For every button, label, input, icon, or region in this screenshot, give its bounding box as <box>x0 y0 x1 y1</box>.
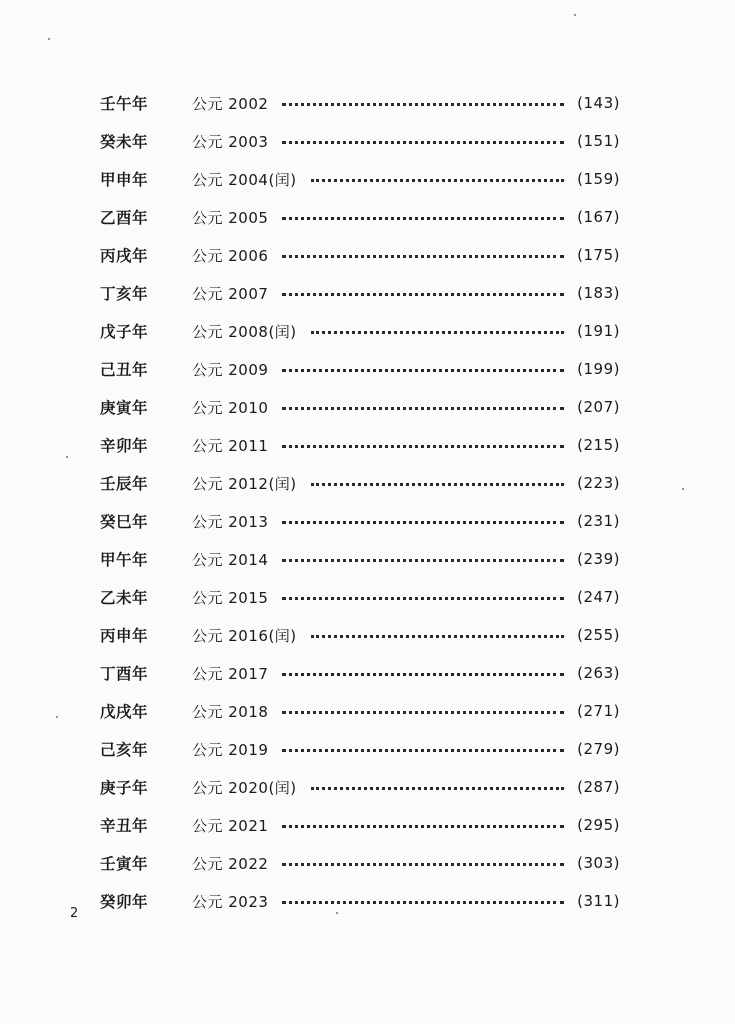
year-label: 公元 2022 <box>192 854 269 873</box>
year-label: 公元 2018 <box>192 702 269 721</box>
toc-entry[interactable] <box>100 426 620 464</box>
year-label: 公元 2002 <box>192 94 269 113</box>
year-label: 公元 2013 <box>192 512 269 531</box>
ganzhi-label: 辛卯年 <box>100 436 149 455</box>
toc-entry[interactable] <box>100 312 620 350</box>
page-ref: (303) <box>577 854 620 872</box>
scan-speck <box>336 912 338 914</box>
page-ref: (207) <box>577 398 620 416</box>
year-label: 公元 2006 <box>192 246 269 265</box>
page-ref: (255) <box>577 626 620 644</box>
page-ref: (183) <box>577 284 620 302</box>
toc-entry[interactable] <box>100 502 620 540</box>
ganzhi-label: 癸卯年 <box>100 892 149 911</box>
dot-leader <box>282 897 564 904</box>
dot-leader <box>311 479 564 486</box>
dot-leader <box>311 631 564 638</box>
ganzhi-label: 甲申年 <box>100 170 149 189</box>
toc-entry[interactable] <box>100 730 620 768</box>
page-ref: (191) <box>577 322 620 340</box>
scan-speck <box>66 456 68 458</box>
page-ref: (175) <box>577 246 620 264</box>
dot-leader <box>282 213 564 220</box>
page-ref: (167) <box>577 208 620 226</box>
page-ref: (223) <box>577 474 620 492</box>
page-ref: (263) <box>577 664 620 682</box>
page-ref: (295) <box>577 816 620 834</box>
toc-entry[interactable] <box>100 882 620 920</box>
dot-leader <box>282 821 564 828</box>
toc-entry[interactable] <box>100 616 620 654</box>
toc-entry[interactable] <box>100 844 620 882</box>
year-label: 公元 2015 <box>192 588 269 607</box>
year-label: 公元 2004(闰) <box>192 170 297 189</box>
dot-leader <box>282 365 564 372</box>
year-label: 公元 2008(闰) <box>192 322 297 341</box>
page-number: 2 <box>70 906 79 921</box>
page-ref: (231) <box>577 512 620 530</box>
ganzhi-label: 己亥年 <box>100 740 149 759</box>
toc-entry[interactable] <box>100 160 620 198</box>
dot-leader <box>282 99 564 106</box>
year-label: 公元 2016(闰) <box>192 626 297 645</box>
scan-speck <box>574 14 576 16</box>
ganzhi-label: 壬午年 <box>100 94 149 113</box>
ganzhi-label: 丙戌年 <box>100 246 149 265</box>
toc-entry[interactable] <box>100 198 620 236</box>
year-label: 公元 2010 <box>192 398 269 417</box>
year-label: 公元 2023 <box>192 892 269 911</box>
toc-entry[interactable] <box>100 464 620 502</box>
ganzhi-label: 己丑年 <box>100 360 149 379</box>
scan-speck <box>682 488 684 490</box>
toc-entry[interactable] <box>100 540 620 578</box>
ganzhi-label: 戊子年 <box>100 322 149 341</box>
table-of-contents <box>100 84 620 920</box>
year-label: 公元 2017 <box>192 664 269 683</box>
dot-leader <box>311 327 564 334</box>
ganzhi-label: 乙酉年 <box>100 208 149 227</box>
year-label: 公元 2020(闰) <box>192 778 297 797</box>
toc-entry[interactable] <box>100 236 620 274</box>
toc-entry[interactable] <box>100 692 620 730</box>
scan-speck <box>48 38 50 40</box>
dot-leader <box>282 669 564 676</box>
ganzhi-label: 乙未年 <box>100 588 149 607</box>
toc-entry[interactable] <box>100 578 620 616</box>
ganzhi-label: 丙申年 <box>100 626 149 645</box>
year-label: 公元 2011 <box>192 436 269 455</box>
ganzhi-label: 癸巳年 <box>100 512 149 531</box>
page-ref: (247) <box>577 588 620 606</box>
ganzhi-label: 壬寅年 <box>100 854 149 873</box>
toc-entry[interactable] <box>100 84 620 122</box>
year-label: 公元 2009 <box>192 360 269 379</box>
dot-leader <box>311 783 564 790</box>
dot-leader <box>282 859 564 866</box>
dot-leader <box>311 175 564 182</box>
year-label: 公元 2021 <box>192 816 269 835</box>
toc-entry[interactable] <box>100 350 620 388</box>
page-ref: (159) <box>577 170 620 188</box>
year-label: 公元 2003 <box>192 132 269 151</box>
year-label: 公元 2014 <box>192 550 269 569</box>
year-label: 公元 2012(闰) <box>192 474 297 493</box>
toc-entry[interactable] <box>100 768 620 806</box>
toc-entry[interactable] <box>100 388 620 426</box>
scan-speck <box>56 716 58 718</box>
toc-entry[interactable] <box>100 274 620 312</box>
ganzhi-label: 壬辰年 <box>100 474 149 493</box>
dot-leader <box>282 289 564 296</box>
page-ref: (287) <box>577 778 620 796</box>
ganzhi-label: 庚子年 <box>100 778 149 797</box>
toc-entry[interactable] <box>100 122 620 160</box>
ganzhi-label: 甲午年 <box>100 550 149 569</box>
dot-leader <box>282 403 564 410</box>
toc-entry[interactable] <box>100 806 620 844</box>
page-ref: (239) <box>577 550 620 568</box>
page-ref: (311) <box>577 892 620 910</box>
year-label: 公元 2005 <box>192 208 269 227</box>
page-ref: (143) <box>577 94 620 112</box>
dot-leader <box>282 745 564 752</box>
page-ref: (215) <box>577 436 620 454</box>
dot-leader <box>282 555 564 562</box>
dot-leader <box>282 251 564 258</box>
ganzhi-label: 庚寅年 <box>100 398 149 417</box>
dot-leader <box>282 517 564 524</box>
ganzhi-label: 丁亥年 <box>100 284 149 303</box>
dot-leader <box>282 441 564 448</box>
page-ref: (271) <box>577 702 620 720</box>
ganzhi-label: 癸未年 <box>100 132 149 151</box>
dot-leader <box>282 707 564 714</box>
year-label: 公元 2019 <box>192 740 269 759</box>
year-label: 公元 2007 <box>192 284 269 303</box>
ganzhi-label: 丁酉年 <box>100 664 149 683</box>
page-ref: (279) <box>577 740 620 758</box>
ganzhi-label: 戊戌年 <box>100 702 149 721</box>
toc-entry[interactable] <box>100 654 620 692</box>
dot-leader <box>282 137 564 144</box>
ganzhi-label: 辛丑年 <box>100 816 149 835</box>
page-ref: (151) <box>577 132 620 150</box>
page-ref: (199) <box>577 360 620 378</box>
dot-leader <box>282 593 564 600</box>
